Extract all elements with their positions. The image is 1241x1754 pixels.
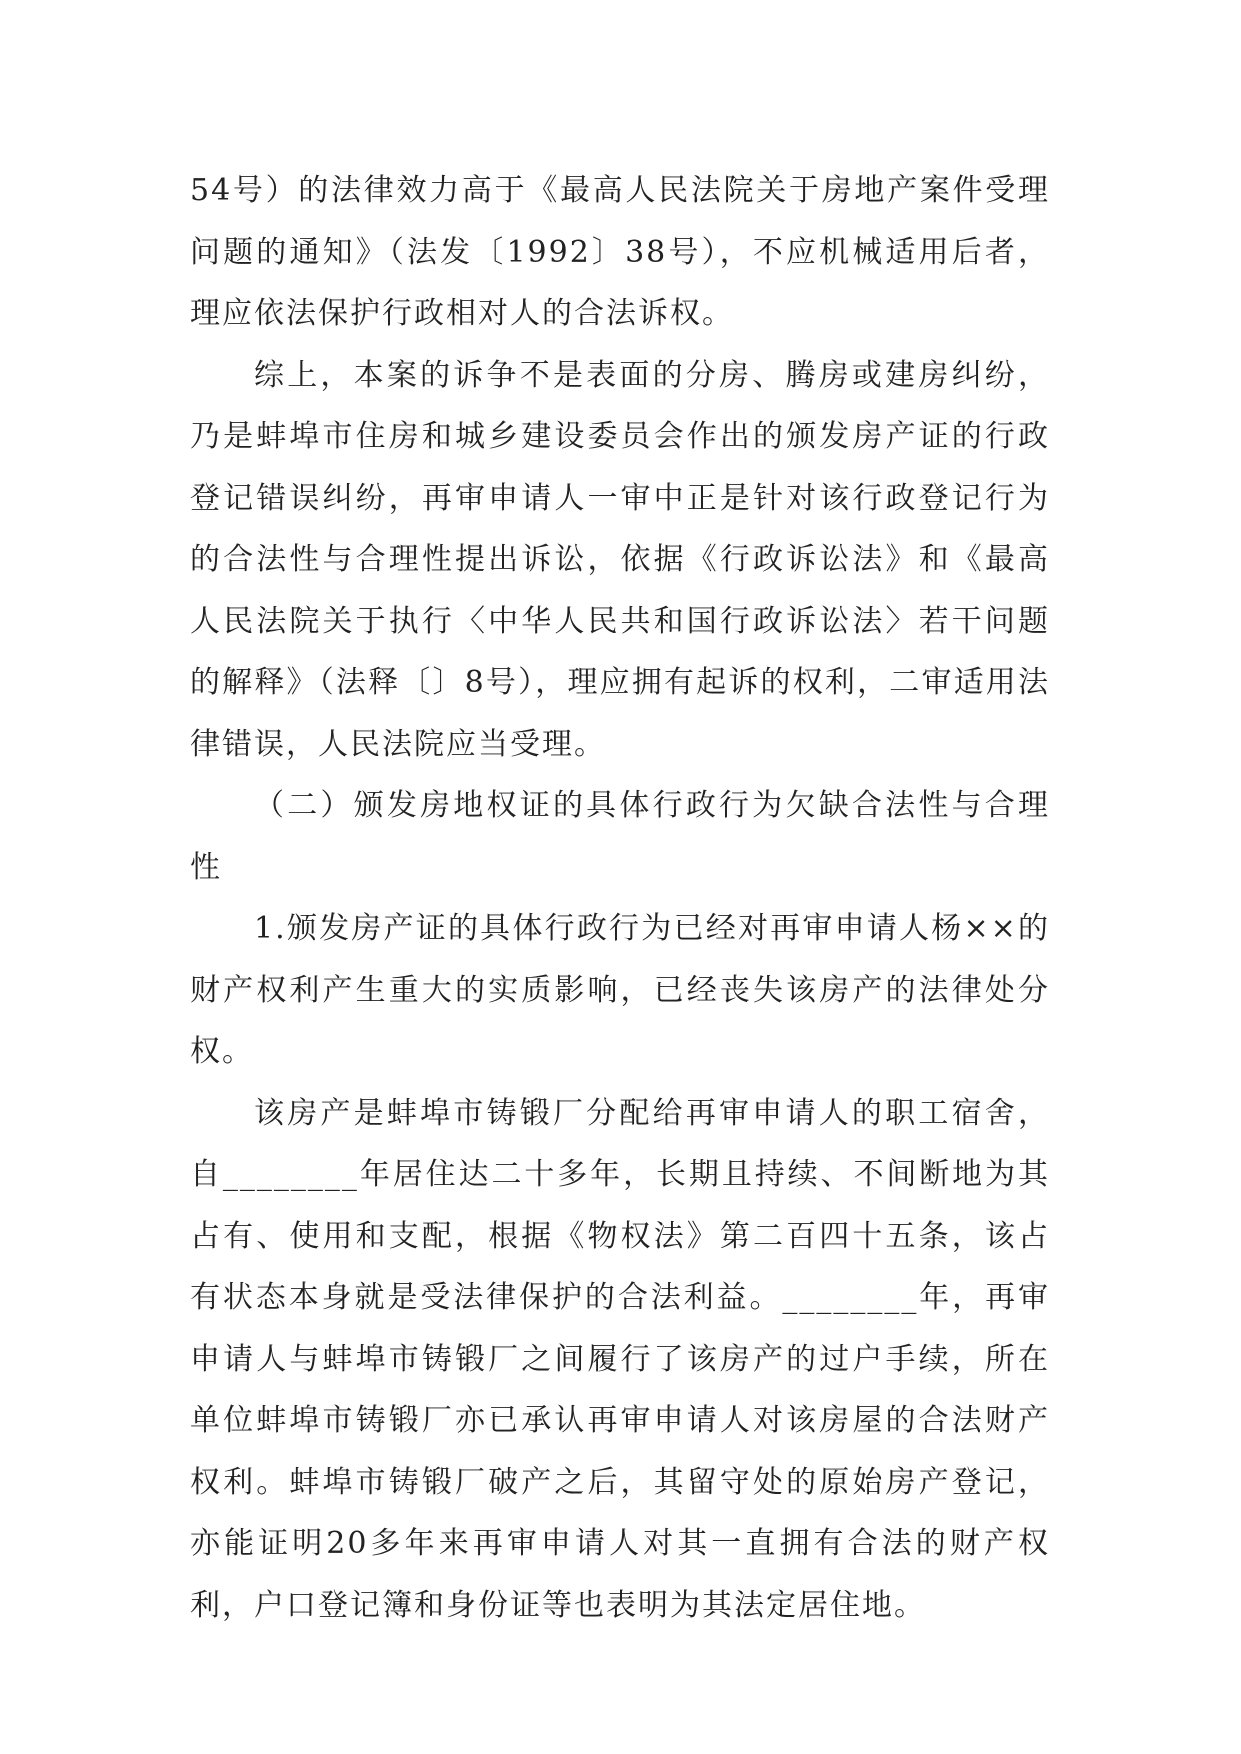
paragraph-continuation: 54号）的法律效力高于《最高人民法院关于房地产案件受理问题的通知》（法发〔1992〕38号），不应机械适用后者，理应依法保护行政相对人的合法诉权。 [190, 173, 1050, 331]
paragraph-body: 该房产是蚌埠市铸锻厂分配给再审申请人的职工宿舍，自________年居住达二十多年，长期且持续、不间断地为其占有、使用和支配，根据《物权法》第二百四十五条，该占有状态本身就是受法律保护的合法利益。________年，再审申请人与蚌埠市铸锻厂之间履行了该房产的过户手续，所在单位蚌埠市铸锻厂亦已承认再审申请人对该房屋的合法财产权利。蚌埠市铸锻厂破产之后，其留守处的原始房产登记，亦能证明20多年来再审申请人对其一直拥有合法的财产权利，户口登记簿和身份证等也表明为其法定居住地。 [190, 1095, 1050, 1623]
document-body [190, 160, 1050, 1636]
paragraph-summary: 综上，本案的诉争不是表面的分房、腾房或建房纠纷，乃是蚌埠市住房和城乡建设委员会作出的颁发房产证的行政登记错误纠纷，再审申请人一审中正是针对该行政登记行为的合法性与合理性提出诉讼，依据《行政诉讼法》和《最高人民法院关于执行〈中华人民共和国行政诉讼法〉若干问题的解释》（法释〔〕8号），理应拥有起诉的权利，二审适用法律错误，人民法院应当受理。 [190, 357, 1050, 762]
section-heading: （二）颁发房地权证的具体行政行为欠缺合法性与合理性 [190, 788, 1050, 885]
subsection-heading: 1.颁发房产证的具体行政行为已经对再审申请人杨××的财产权利产生重大的实质影响，已经丧失该房产的法律处分权。 [190, 911, 1050, 1069]
